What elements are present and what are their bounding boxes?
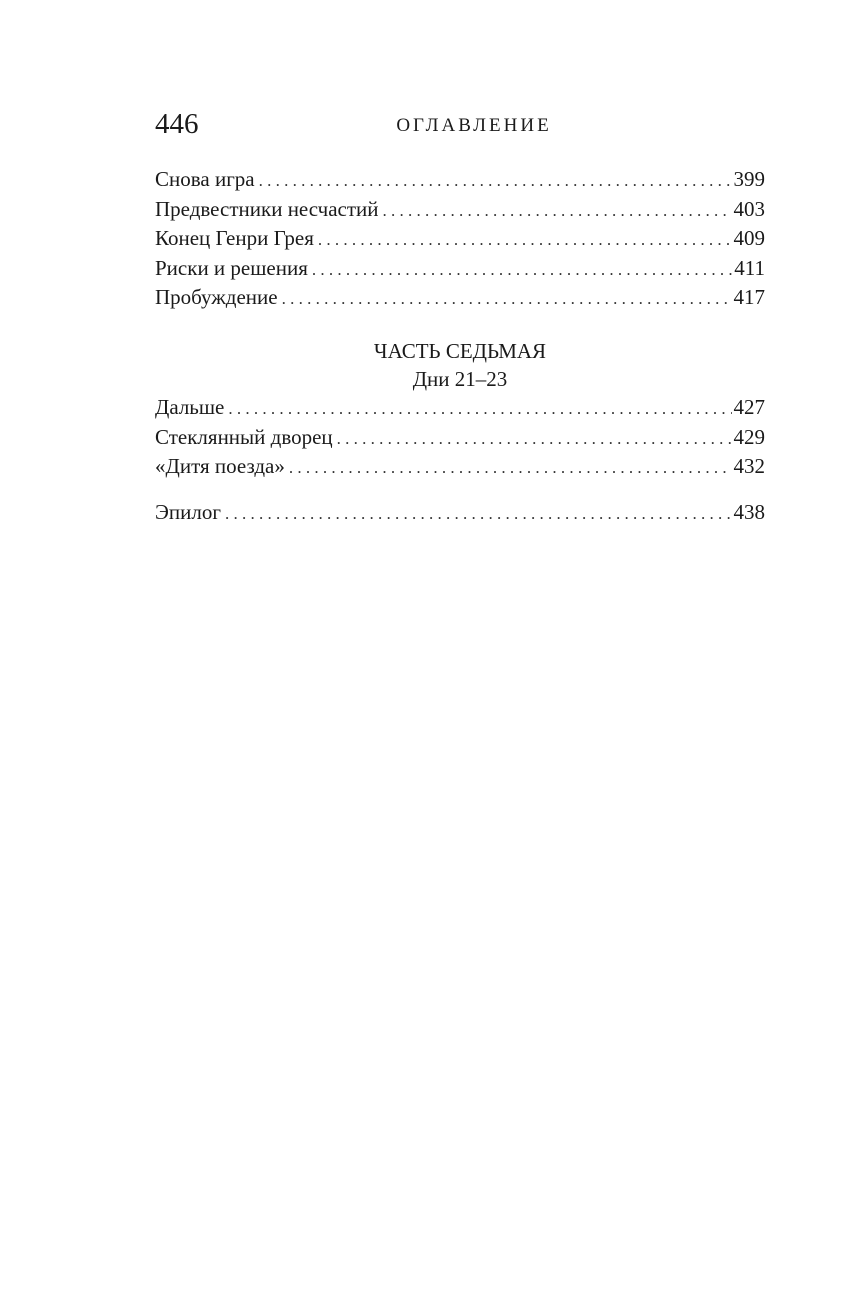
toc-entry-title: Снова игра [155,167,255,191]
toc-entry [155,393,765,423]
toc-list-epilogue [155,498,765,528]
toc-entry [155,283,765,313]
toc-entry-title: Конец Генри Грея [155,226,314,251]
dot-leader [337,424,732,454]
dot-leader [383,196,732,226]
part-title: ЧАСТЬ СЕДЬМАЯ [373,339,547,363]
toc-entry [155,423,765,453]
page-number: 446 [155,108,199,140]
toc-entry-page: 417 [733,285,765,310]
dot-leader [259,166,732,196]
toc-entry-title: Стеклянный дворец [155,424,333,449]
dot-leader [228,394,731,424]
dot-leader [312,255,732,285]
toc-entry-title: Эпилог [155,500,221,524]
toc-entry-title: Предвестники несчастий [155,196,379,221]
toc-entry-page: 432 [733,454,765,479]
toc-entry [155,195,765,225]
toc-entry-page: 403 [733,196,765,221]
toc-entry-page: 429 [733,424,765,449]
toc-entry [155,254,765,284]
toc-entry-page: 438 [733,500,765,524]
part-heading [155,337,765,393]
dot-leader [289,453,732,483]
toc-list-part-six [155,165,765,313]
toc-entry [155,165,765,195]
dot-leader [225,499,732,529]
dot-leader [282,284,732,314]
toc-entry-title: Пробуждение [155,285,278,310]
toc-entry-page: 409 [733,226,765,251]
dot-leader [318,225,732,255]
toc-entry-page: 399 [733,167,765,191]
toc-entry [155,498,765,528]
part-subtitle: Дни 21–23 [412,367,508,391]
toc-entry-page: 427 [733,395,765,419]
page-header [155,104,765,144]
toc-entry [155,224,765,254]
toc-entry-page: 411 [734,255,765,280]
toc-entry [155,452,765,482]
toc-entry-title: «Дитя поезда» [155,454,285,479]
toc-list-part-seven [155,393,765,482]
toc-entry-title: Дальше [155,395,225,419]
running-title: ОГЛАВЛЕНИЕ [396,115,552,136]
toc-entry-title: Риски и решения [155,255,308,280]
